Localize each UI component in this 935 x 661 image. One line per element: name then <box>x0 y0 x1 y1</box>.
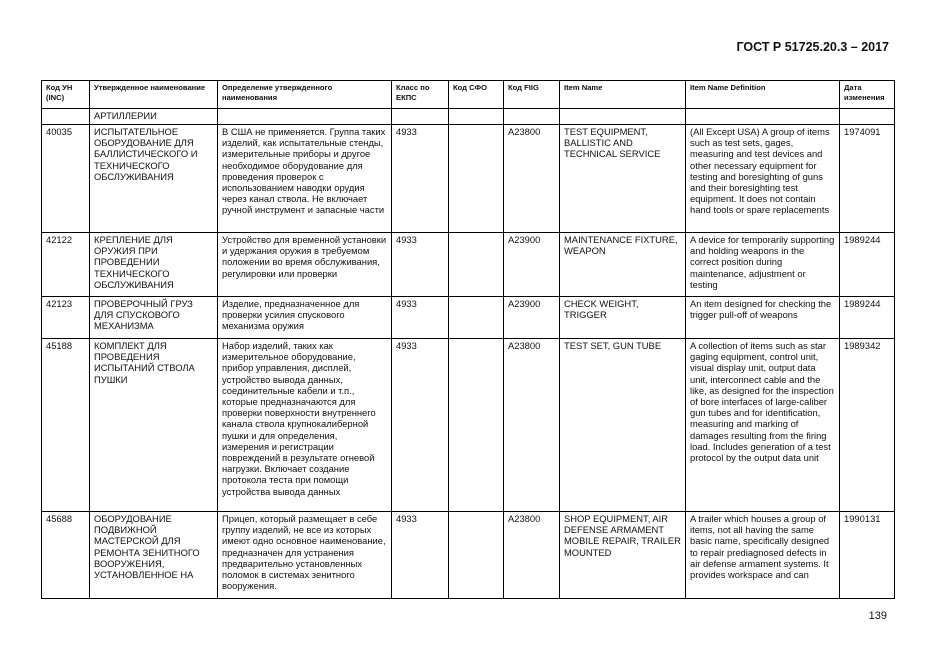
cell-definition: Устройство для временной установки и удержания оружия в требуемом положении во время обслуживания, регулировки или проверки <box>218 233 392 297</box>
cell-date: 1974091 <box>840 125 895 233</box>
cell-definition: Набор изделий, таких как измерительное оборудование, прибор управления, дисплей, устройство вывода данных, соединительные кабели и т.п., которые предназначаются для проверки поверхности внутреннего канала ствола крупнокалиберной пушки и для определения, измерения и регистрации повреждений в результате огневой нагрузки. Включает создание протокола теста при помощи устройства вывода данных <box>218 339 392 512</box>
cell-name: ПРОВЕРОЧНЫЙ ГРУЗ ДЛЯ СПУСКОВОГО МЕХАНИЗМА <box>90 297 218 339</box>
cell-inc: 45688 <box>42 512 90 599</box>
cell-name: КРЕПЛЕНИЕ ДЛЯ ОРУЖИЯ ПРИ ПРОВЕДЕНИИ ТЕХНИЧЕСКОГО ОБСЛУЖИВАНИЯ <box>90 233 218 297</box>
cell-sfo <box>449 233 504 297</box>
table-row <box>42 512 895 599</box>
column-header-item-name: Item Name <box>560 81 686 109</box>
cell-class: 4933 <box>392 297 449 339</box>
cell-item-name: CHECK WEIGHT, TRIGGER <box>560 297 686 339</box>
cell-item-definition: A trailer which houses a group of items, not all having the same basic name, specifically designed to repair prediagnosed defects in air defense armament systems. It provides workspace and can <box>686 512 840 599</box>
cell-inc: 42123 <box>42 297 90 339</box>
table-row <box>42 339 895 512</box>
cell-inc: 40035 <box>42 125 90 233</box>
cell-sfo <box>449 297 504 339</box>
cell-item-name <box>560 109 686 125</box>
document-header: ГОСТ Р 51725.20.3 – 2017 <box>736 40 889 54</box>
cell-class: 4933 <box>392 339 449 512</box>
cell-inc: 45188 <box>42 339 90 512</box>
cell-sfo <box>449 109 504 125</box>
cell-item-definition: An item designed for checking the trigger pull-off of weapons <box>686 297 840 339</box>
cell-class <box>392 109 449 125</box>
cell-sfo <box>449 125 504 233</box>
cell-definition: Прицеп, который размещает в себе группу изделий, не все из которых имеют одно основное наименование, предназначен для устранения предварительно установленных поломок в системах зенитного вооружения. <box>218 512 392 599</box>
cell-fiig: A23900 <box>504 233 560 297</box>
column-header-inc: Код УН (INC) <box>42 81 90 109</box>
cell-sfo <box>449 339 504 512</box>
cell-date: 1989244 <box>840 233 895 297</box>
cell-item-name: MAINTENANCE FIXTURE, WEAPON <box>560 233 686 297</box>
cell-item-definition: A device for temporarily supporting and holding weapons in the correct position during maintenance, adjustment or testing <box>686 233 840 297</box>
cell-name: КОМПЛЕКТ ДЛЯ ПРОВЕДЕНИЯ ИСПЫТАНИЙ СТВОЛА ПУШКИ <box>90 339 218 512</box>
cell-fiig <box>504 109 560 125</box>
column-header-definition: Определение утвержденного наименования <box>218 81 392 109</box>
column-header-date: Дата изменения <box>840 81 895 109</box>
cell-class: 4933 <box>392 233 449 297</box>
cell-item-definition <box>686 109 840 125</box>
table-row <box>42 109 895 125</box>
cell-inc <box>42 109 90 125</box>
cell-definition: Изделие, предназначенное для проверки усилия спускового механизма оружия <box>218 297 392 339</box>
page-number: 139 <box>868 610 887 622</box>
table-row <box>42 297 895 339</box>
column-header-name: Утвержденное наименование <box>90 81 218 109</box>
cell-fiig: A23800 <box>504 125 560 233</box>
column-header-sfo: Код СФО <box>449 81 504 109</box>
cell-item-name: TEST EQUIPMENT, BALLISTIC AND TECHNICAL SERVICE <box>560 125 686 233</box>
cell-date <box>840 109 895 125</box>
cell-definition <box>218 109 392 125</box>
column-header-fiig: Код FIIG <box>504 81 560 109</box>
catalog-table <box>41 80 895 599</box>
cell-sfo <box>449 512 504 599</box>
cell-inc: 42122 <box>42 233 90 297</box>
cell-class: 4933 <box>392 125 449 233</box>
cell-item-definition: (All Except USA) A group of items such as test sets, gages, measuring and test devices and other necessary equipment for testing and boresighting of guns and their boresighting test equipment. It does not contain hand tools or spare replacements <box>686 125 840 233</box>
table-header-row <box>42 81 895 109</box>
cell-name: АРТИЛЛЕРИИ <box>90 109 218 125</box>
cell-name: ИСПЫТАТЕЛЬНОЕ ОБОРУДОВАНИЕ ДЛЯ БАЛЛИСТИЧЕСКОГО И ТЕХНИЧЕСКОГО ОБСЛУЖИВАНИЯ <box>90 125 218 233</box>
column-header-item-definition: Item Name Definition <box>686 81 840 109</box>
cell-fiig: A23900 <box>504 297 560 339</box>
cell-date: 1989342 <box>840 339 895 512</box>
cell-item-name: SHOP EQUIPMENT, AIR DEFENSE ARMAMENT MOBILE REPAIR, TRAILER MOUNTED <box>560 512 686 599</box>
cell-item-name: TEST SET, GUN TUBE <box>560 339 686 512</box>
cell-date: 1990131 <box>840 512 895 599</box>
cell-fiig: A23800 <box>504 512 560 599</box>
column-header-class: Класс по ЕКПС <box>392 81 449 109</box>
cell-fiig: A23800 <box>504 339 560 512</box>
cell-definition: В США не применяется. Группа таких изделий, как испытательные стенды, измерительные приборы и другое необходимое оборудование для проведения проверок с использованием наводки орудия через канал ствола. Не включает ручной инструмент и запасные части <box>218 125 392 233</box>
table-row <box>42 233 895 297</box>
table-row <box>42 125 895 233</box>
cell-item-definition: A collection of items such as star gaging equipment, control unit, visual display unit, output data unit, interconnect cable and the like, as designed for the inspection of bore interfaces of large-caliber gun tubes and for identification, measuring and marking of damages resulting from the firing load. Includes generation of a test protocol by the output data unit <box>686 339 840 512</box>
cell-name: ОБОРУДОВАНИЕ ПОДВИЖНОЙ МАСТЕРСКОЙ ДЛЯ РЕМОНТА ЗЕНИТНОГО ВООРУЖЕНИЯ, УСТАНОВЛЕННОЕ НА <box>90 512 218 599</box>
cell-date: 1989244 <box>840 297 895 339</box>
cell-class: 4933 <box>392 512 449 599</box>
